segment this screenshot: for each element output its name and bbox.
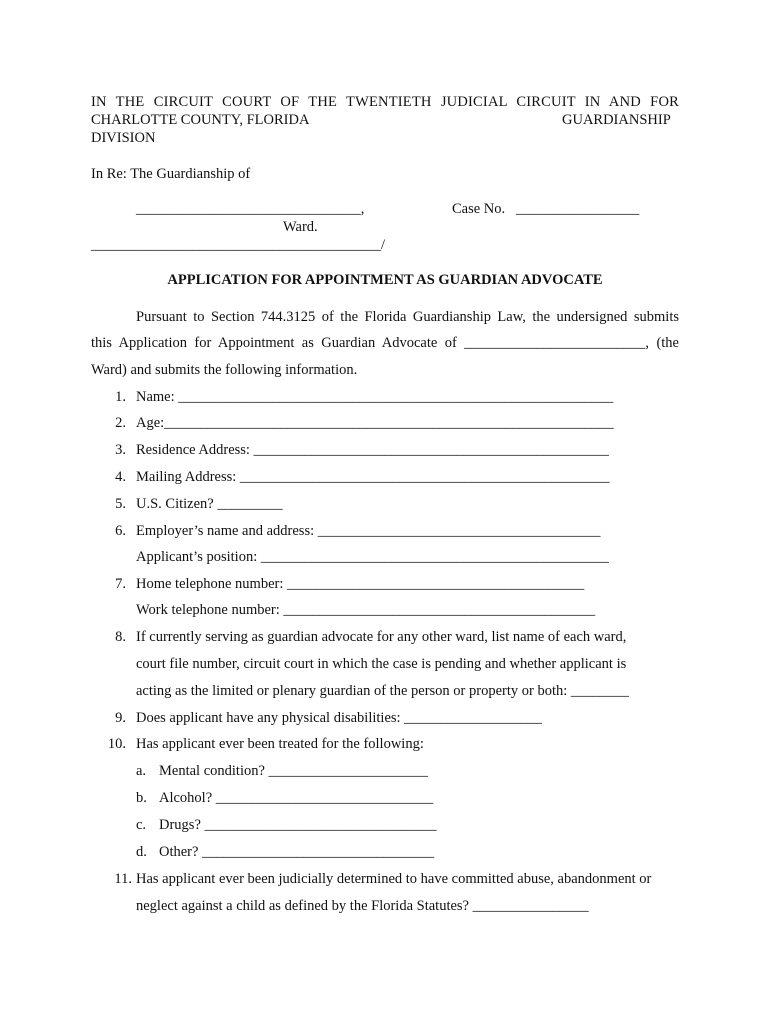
- item-physical-disabilities-field[interactable]: Does applicant have any physical disabilities: ___________________: [136, 710, 542, 726]
- item-employer-field[interactable]: Employer’s name and address: _______________________________________: [136, 523, 601, 539]
- caption-closing-line: ________________________________________/: [91, 237, 386, 253]
- item-number: 5.: [115, 496, 126, 512]
- subitem-other-field[interactable]: Other? ________________________________: [159, 844, 435, 860]
- item-us-citizen-field[interactable]: U.S. Citizen? _________: [136, 496, 283, 512]
- ward-name-field[interactable]: _______________________________,: [136, 201, 365, 217]
- item-number: 7.: [115, 576, 126, 592]
- subitem-letter: b.: [136, 790, 147, 806]
- item-number: 10.: [107, 736, 126, 752]
- court-header-line-2-left: CHARLOTTE COUNTY, FLORIDA: [91, 112, 310, 128]
- item-other-wards-line-1: If currently serving as guardian advocate for any other ward, list name of each ward,: [136, 629, 627, 645]
- case-no-label: Case No.: [452, 201, 506, 217]
- item-number: 9.: [115, 710, 126, 726]
- subitem-mental-condition-field[interactable]: Mental condition? ______________________: [159, 763, 429, 779]
- intro-line-2[interactable]: this Application for Appointment as Guardian Advocate of _________________________, (the: [91, 335, 679, 351]
- item-age-field[interactable]: Age:______________________________________________________________: [136, 415, 614, 431]
- item-work-phone-field[interactable]: Work telephone number: ___________________________________________: [136, 602, 596, 618]
- item-number: 8.: [115, 629, 126, 645]
- item-other-wards-field[interactable]: acting as the limited or plenary guardian of the person or property or both: ________: [136, 683, 629, 699]
- intro-line-1: Pursuant to Section 744.3125 of the Florida Guardianship Law, the undersigned submits: [136, 309, 679, 325]
- subitem-alcohol-field[interactable]: Alcohol? ______________________________: [159, 790, 434, 806]
- item-mailing-address-field[interactable]: Mailing Address: ___________________________________________________: [136, 469, 610, 485]
- item-applicant-position-field[interactable]: Applicant’s position: ________________________________________________: [136, 549, 609, 565]
- subitem-letter: a.: [136, 763, 147, 779]
- ward-label: Ward.: [283, 219, 318, 235]
- item-number: 2.: [115, 415, 126, 431]
- item-number: 4.: [115, 469, 126, 485]
- in-re-label: In Re: The Guardianship of: [91, 166, 251, 182]
- item-number: 6.: [115, 523, 126, 539]
- document-title: APPLICATION FOR APPOINTMENT AS GUARDIAN ADVOCATE: [167, 272, 603, 288]
- item-child-abuse-line-1: Has applicant ever been judicially determined to have committed abuse, abandonment or: [136, 871, 652, 887]
- item-number: 11.: [114, 871, 132, 887]
- case-no-field[interactable]: _________________: [516, 201, 640, 217]
- court-header-line-3: DIVISION: [91, 130, 156, 146]
- item-other-wards-line-2: court file number, circuit court in which the case is pending and whether applicant is: [136, 656, 627, 672]
- item-number: 1.: [115, 389, 126, 405]
- item-treated-for-label: Has applicant ever been treated for the following:: [136, 736, 424, 752]
- item-residence-address-field[interactable]: Residence Address: _________________________________________________: [136, 442, 609, 458]
- item-home-phone-field[interactable]: Home telephone number: _________________________________________: [136, 576, 585, 592]
- item-number: 3.: [115, 442, 126, 458]
- court-header-line-2-right: GUARDIANSHIP: [562, 112, 671, 128]
- subitem-drugs-field[interactable]: Drugs? ________________________________: [159, 817, 437, 833]
- item-name-field[interactable]: Name: ____________________________________________________________: [136, 389, 614, 405]
- intro-line-3: Ward) and submits the following information.: [91, 362, 358, 378]
- item-child-abuse-field[interactable]: neglect against a child as defined by the Florida Statutes? ________________: [136, 898, 589, 914]
- subitem-letter: d.: [136, 844, 147, 860]
- court-header-line-1: IN THE CIRCUIT COURT OF THE TWENTIETH JUDICIAL CIRCUIT IN AND FOR: [91, 94, 679, 110]
- subitem-letter: c.: [136, 817, 147, 833]
